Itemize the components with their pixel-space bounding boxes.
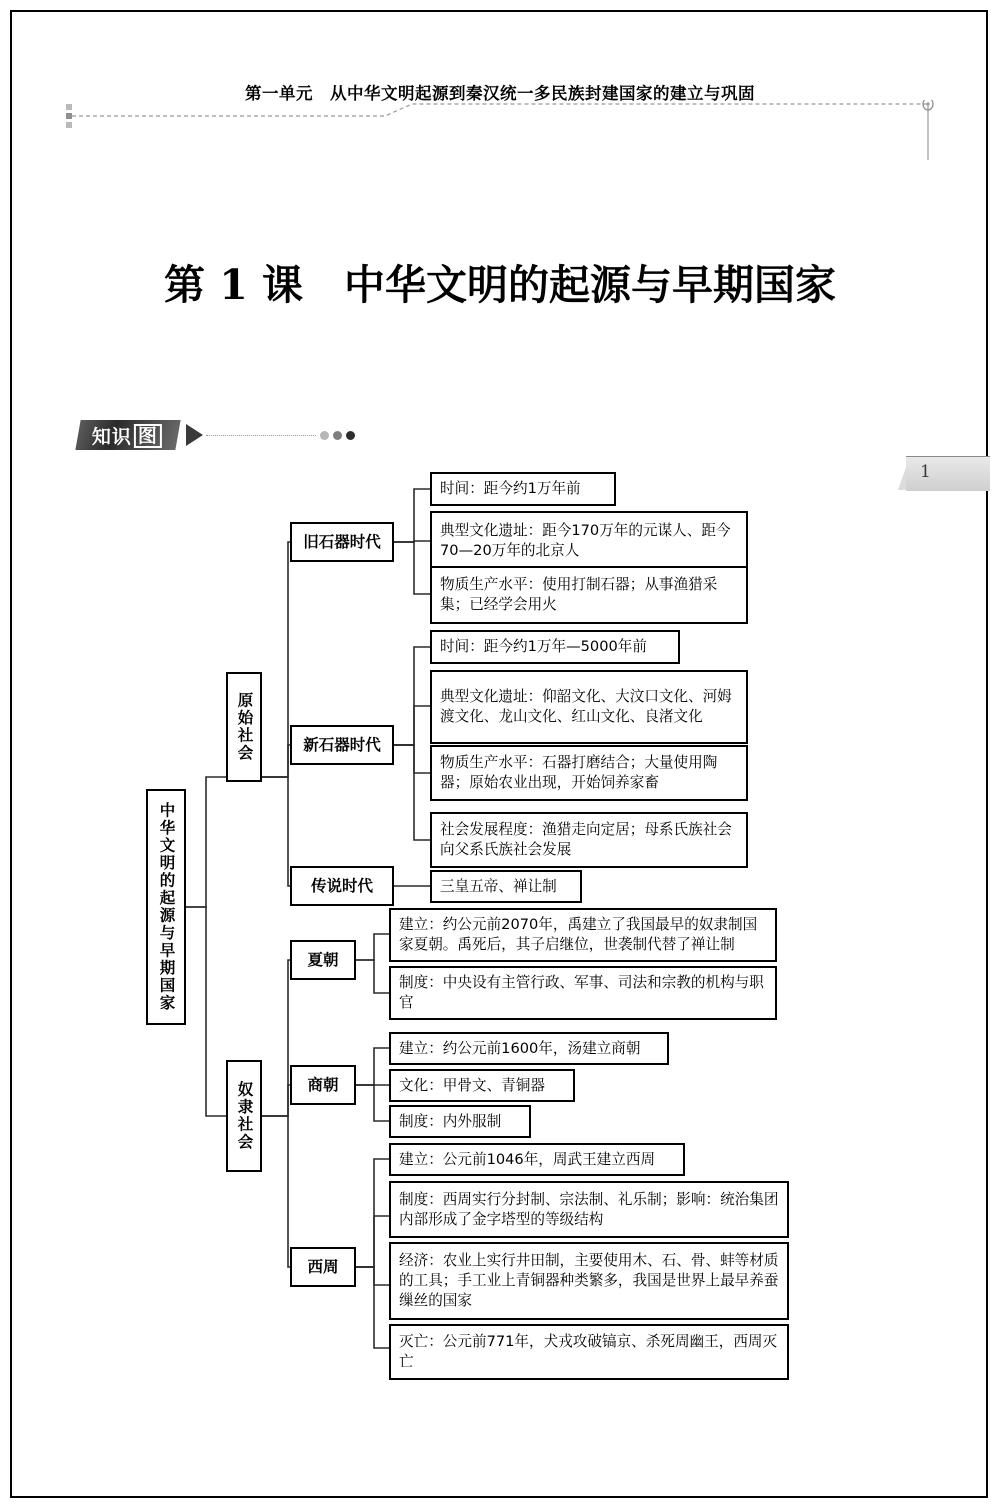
leaf-paleolithic-time[interactable]	[430, 472, 616, 506]
leaf-text: 建立：公元前1046年，周武王建立西周	[399, 1150, 656, 1168]
node-zhou-dynasty[interactable]: 西周	[290, 1247, 356, 1287]
leaf-text: 制度：内外服制	[399, 1112, 502, 1130]
node-slave-society[interactable]: 奴隶社会	[226, 1060, 262, 1172]
leaf-text: 经济：农业上实行井田制，主要使用木、石、骨、蚌等材质的工具；手工业上青铜器种类繁多，我国是世界上最早养蚕缫丝的国家	[399, 1252, 779, 1309]
leaf-xia-founding[interactable]	[389, 908, 777, 962]
running-head: 第一单元 从中华文明起源到秦汉统一多民族封建国家的建立与巩固	[245, 84, 755, 103]
page-title: 第 1 课 中华文明的起源与早期国家	[163, 261, 837, 309]
leaf-text: 物质生产水平：使用打制石器；从事渔猎采集；已经学会用火	[440, 576, 718, 613]
leaf-text: 时间：距今约1万年—5000年前	[440, 638, 647, 656]
leaf-paleolithic-sites[interactable]	[430, 511, 748, 571]
leaf-xia-system[interactable]	[389, 966, 777, 1020]
node-paleolithic-age[interactable]: 旧石器时代	[290, 522, 394, 562]
leaf-zhou-economy[interactable]	[389, 1242, 789, 1320]
leaf-zhou-fall[interactable]	[389, 1324, 789, 1380]
node-root[interactable]: 中华文明的起源与早期国家	[146, 789, 186, 1025]
banner-label-2: 图	[134, 423, 162, 447]
node-legendary-age[interactable]: 传说时代	[290, 866, 394, 906]
leaf-shang-system[interactable]	[389, 1105, 531, 1138]
leaf-text: 典型文化遗址：仰韶文化、大汶口文化、河姆渡文化、龙山文化、红山文化、良渚文化	[440, 688, 732, 725]
node-xia-dynasty[interactable]: 夏朝	[290, 940, 356, 980]
leaf-neolithic-time[interactable]	[430, 630, 680, 664]
leaf-text: 三皇五帝、禅让制	[440, 877, 557, 895]
leaf-shang-founding[interactable]	[389, 1032, 669, 1065]
leaf-text: 文化：甲骨文、青铜器	[399, 1076, 545, 1094]
banner-label-1: 知识	[92, 425, 133, 448]
leaf-neolithic-production[interactable]	[430, 745, 748, 801]
leaf-text: 制度：中央设有主管行政、军事、司法和宗教的机构与职官	[399, 974, 764, 1011]
leaf-zhou-system[interactable]	[389, 1181, 789, 1238]
leaf-text: 建立：约公元前2070年，禹建立了我国最早的奴隶制国家夏朝。禹死后，其子启继位，世袭制代替了禅让制	[399, 916, 758, 953]
leaf-text: 典型文化遗址：距今170万年的元谋人、距今70—20万年的北京人	[440, 522, 731, 559]
leaf-neolithic-social[interactable]	[430, 812, 748, 868]
leaf-zhou-founding[interactable]	[389, 1143, 685, 1176]
leaf-paleolithic-production[interactable]	[430, 566, 748, 624]
leaf-text: 时间：距今约1万年前	[440, 480, 581, 498]
node-neolithic-age[interactable]: 新石器时代	[290, 725, 394, 765]
leaf-text: 社会发展程度：渔猎走向定居；母系氏族社会向父系氏族社会发展	[440, 821, 732, 858]
leaf-text: 制度：西周实行分封制、宗法制、礼乐制；影响：统治集团内部形成了金字塔型的等级结构	[399, 1190, 779, 1228]
leaf-legendary-rulers[interactable]	[430, 870, 582, 903]
leaf-text: 建立：约公元前1600年，汤建立商朝	[399, 1039, 641, 1057]
leaf-neolithic-sites[interactable]	[430, 670, 748, 744]
leaf-text: 物质生产水平：石器打磨结合；大量使用陶器；原始农业出现，开始饲养家畜	[440, 754, 718, 791]
node-shang-dynasty[interactable]: 商朝	[290, 1065, 356, 1105]
page-number: 1	[920, 462, 931, 482]
node-primitive-society[interactable]: 原始社会	[226, 672, 262, 782]
leaf-text: 灭亡：公元前771年，犬戎攻破镐京、杀死周幽王，西周灭亡	[399, 1333, 778, 1370]
leaf-shang-culture[interactable]	[389, 1069, 575, 1102]
